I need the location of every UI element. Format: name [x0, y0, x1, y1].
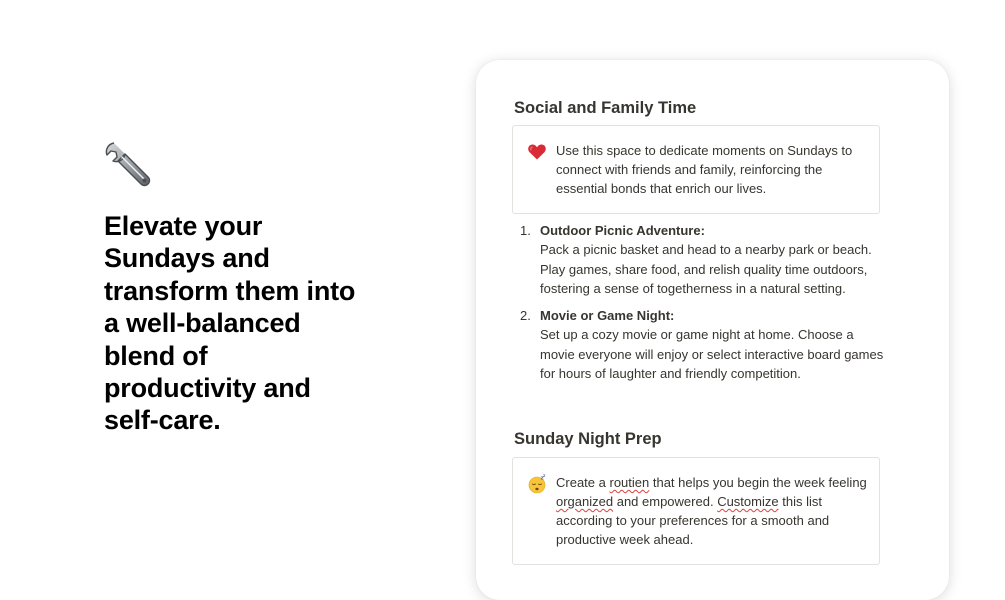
wrench-icon — [104, 140, 154, 190]
callout-prep — [512, 457, 880, 565]
list-item-number: 2. — [520, 308, 531, 324]
misspelled-word: Customize — [717, 494, 779, 509]
section-title-prep: Sunday Night Prep — [514, 430, 662, 448]
social-activity-list — [520, 221, 890, 391]
list-item-description: Pack a picnic basket and head to a nearby park or beach. Play games, share food, and relish quality time outdoors, fostering a sense of togetherness in a natural setting. — [540, 242, 872, 296]
text-segment: this list according to your preferences for a smooth and productive week ahead. — [556, 494, 830, 547]
sleeping-face-icon — [527, 474, 547, 494]
callout-prep-text — [556, 473, 871, 549]
list-item — [520, 221, 890, 298]
hero-section — [104, 140, 364, 437]
svg-text:z: z — [540, 475, 544, 482]
list-item-title: Movie or Game Night: — [540, 308, 675, 324]
callout-social — [512, 125, 880, 214]
section-title-social: Social and Family Time — [514, 99, 697, 117]
svg-text:z: z — [543, 474, 546, 479]
list-item-title: Outdoor Picnic Adventure: — [540, 223, 705, 238]
template-preview-card — [476, 60, 949, 600]
list-item-description: Set up a cozy movie or game night at home. Choose a movie everyone will enjoy or select interactive board games for hours of laughter and friendly competition. — [540, 327, 884, 382]
callout-social-text: Use this space to dedicate moments on Sundays to connect with friends and family, reinforcing the essential bonds that enrich our lives. — [556, 143, 853, 196]
heart-icon — [527, 142, 547, 162]
text-segment: and empowered. — [613, 494, 718, 509]
hero-heading: Elevate your Sundays and transform them into a well-balanced blend of productivity and self-care. — [104, 211, 356, 436]
text-segment: that helps you begin the week feeling — [649, 475, 867, 490]
misspelled-word: organized — [556, 494, 614, 509]
misspelled-word: routien — [609, 475, 650, 490]
list-item — [520, 306, 890, 383]
text-segment: Create a — [556, 475, 610, 490]
list-item-number: 1. — [520, 223, 531, 238]
